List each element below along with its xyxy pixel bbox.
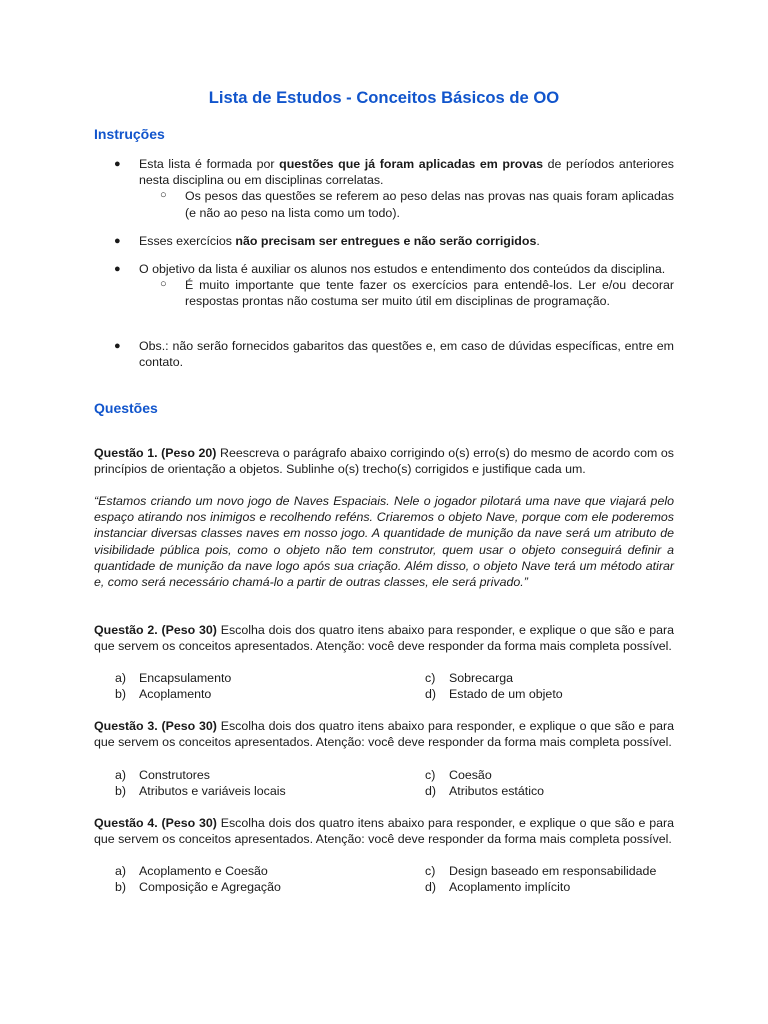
question-1-label: Questão 1. (Peso 20) (94, 446, 217, 460)
question-3 (94, 718, 674, 750)
instruction-2-bold: não precisam ser entregues e não serão corrigidos (235, 234, 537, 248)
instruction-1-pre: Esta lista é formada por (139, 157, 280, 171)
instruction-item-3 (94, 261, 674, 310)
document-title: Lista de Estudos - Conceitos Básicos de OO (208, 88, 560, 107)
instruction-1-bold: questões que já foram aplicadas em provas (279, 157, 544, 171)
question-3-label: Questão 3. (Peso 30) (94, 719, 217, 733)
question-1 (94, 445, 674, 477)
instruction-2-post: . (536, 234, 540, 248)
bullet-icon: ● (114, 235, 121, 247)
question-4-options: a) Acoplamento e Coesão c) Design baseado em responsabilidade b) Composição e Agregação d) Acoplamento implícito (115, 864, 657, 895)
instruction-1-post: de períodos anteriores nesta disciplina ou em disciplinas correlatas. (139, 157, 674, 188)
instruction-item-4 (94, 338, 674, 370)
instructions-heading: Instruções (94, 126, 165, 142)
sub-bullet-icon: ○ (160, 278, 167, 291)
bullet-icon: ● (114, 158, 121, 170)
sub-bullet-icon: ○ (160, 189, 167, 202)
question-2-label: Questão 2. (Peso 30) (94, 623, 217, 637)
question-2-options: a) Encapsulamento c) Sobrecarga b) Acoplamento d) Estado de um objeto (115, 671, 563, 702)
question-1-quote: “Estamos criando um novo jogo de Naves Espaciais. Nele o jogador pilotará uma nave que viajará pelo espaço atirando nos inimigos e recolhendo reféns. Criaremos o objeto Nave, porque com ele poderemos instanciar diversas classes naves em nosso jogo. A quantidade de munição da nave será um atributo de visibilidade pública pois, como o objeto não tem construtor, quem usar o objeto conseguirá definir a quantidade de munição da nave logo após sua criação. Além disso, o objeto Nave terá um método atirar e, como será necessário chamá-lo a partir de outras classes, ele será privado.” (94, 494, 674, 590)
question-2-text: Escolha dois dos quatro itens abaixo para responder, e explique o que são e para que servem os conceitos apresentados. Atenção: você deve responder da forma mais completa possível. (94, 623, 674, 654)
instruction-3-sub: É muito importante que tente fazer os exercícios para entendê-los. Ler e/ou decorar respostas prontas não costuma ser muito útil em disciplinas de programação. (185, 278, 674, 309)
question-2 (94, 622, 674, 654)
instruction-4-text: Obs.: não serão fornecidos gabaritos das questões e, em caso de dúvidas específicas, entre em contato. (139, 339, 674, 370)
instruction-3-text: O objetivo da lista é auxiliar os alunos nos estudos e entendimento dos conteúdos da disciplina. (139, 262, 666, 276)
instruction-item-2 (94, 233, 674, 249)
question-3-options: a) Construtores c) Coesão b) Atributos e variáveis locais d) Atributos estático (115, 768, 545, 799)
question-4-text: Escolha dois dos quatro itens abaixo para responder, e explique o que são e para que servem os conceitos apresentados. Atenção: você deve responder da forma mais completa possível. (94, 816, 674, 847)
questions-heading: Questões (94, 400, 158, 416)
question-1-text: Reescreva o parágrafo abaixo corrigindo o(s) erro(s) do mesmo de acordo com os princípios de orientação a objetos. Sublinhe o(s) trecho(s) corrigidos e justifique cada um. (94, 446, 675, 477)
question-3-text: Escolha dois dos quatro itens abaixo para responder, e explique o que são e para que servem os conceitos apresentados. Atenção: você deve responder da forma mais completa possível. (94, 719, 674, 750)
instruction-item-1 (94, 156, 674, 221)
instruction-1-sub: Os pesos das questões se referem ao peso delas nas provas nas quais foram aplicadas (e não ao peso na lista como um todo). (185, 189, 674, 220)
bullet-icon: ● (114, 340, 121, 352)
bullet-icon: ● (114, 263, 121, 275)
instruction-2-pre: Esses exercícios (139, 234, 236, 248)
question-4 (94, 815, 674, 847)
question-4-label: Questão 4. (Peso 30) (94, 816, 217, 830)
